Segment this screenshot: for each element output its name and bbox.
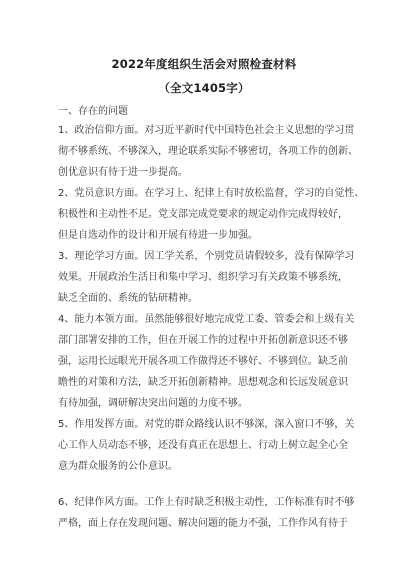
paragraph-line: 3、理论学习方面。因工学关系，个别党员请假较多，没有保障学习 bbox=[58, 251, 355, 262]
paragraph-discipline bbox=[58, 492, 358, 534]
paragraph-line: 部门部署安排的工作，但在开展工作的过程中开拓创新意识还不够 bbox=[58, 335, 348, 346]
document-subtitle: （全文1405字） bbox=[158, 81, 250, 95]
paragraph-capability bbox=[58, 309, 358, 414]
section-heading: 一、存在的问题 bbox=[58, 106, 128, 117]
document-title: 2022年度组织生活会对照检查材料 bbox=[111, 57, 297, 71]
paragraph-party-awareness bbox=[58, 183, 365, 246]
paragraph-line: 5、作用发挥方面。对党的群众路线认识不够深，深入窗口不够，关 bbox=[58, 419, 355, 430]
paragraph-political-belief bbox=[58, 120, 358, 183]
paragraph-line: 4、能力本领方面。虽然能够很好地完成党工委、管委会和上级有关 bbox=[58, 314, 355, 325]
paragraph-line: 严格，面上存在发现问题、解决问题的能力不强，工作作风有待于 bbox=[58, 518, 348, 529]
paragraph-theory-study bbox=[58, 246, 358, 309]
paragraph-line: 心工作人员动态不够，还没有真正在思想上、行动上树立起全心全 bbox=[58, 440, 348, 451]
paragraph-line: 意为群众服务的公仆意识。 bbox=[58, 461, 178, 472]
paragraph-line: 缺乏全面的、系统的钻研精神。 bbox=[58, 293, 198, 304]
paragraph-line: 但是自选动作的设计和开展有待进一步加强。 bbox=[58, 230, 258, 241]
paragraph-line: 彻不够系统、不够深入，理论联系实际不够密切，各项工作的创新、 bbox=[58, 146, 358, 157]
paragraph-line: 2、党员意识方面。在学习上、纪律上有时放松监督，学习的自觉性、 bbox=[58, 188, 365, 199]
paragraph-line: 有待加强，调研解决突出问题的力度不够。 bbox=[58, 398, 248, 409]
paragraph-line: 瞻性的对策和方法，缺乏开拓创新精神。思想观念和长远发展意识 bbox=[58, 377, 348, 388]
paragraph-line: 积极性和主动性不足。党支部完成党要求的规定动作完成得较好， bbox=[58, 209, 348, 220]
paragraph-line: 6、纪律作风方面。工作上有时缺乏积极主动性，工作标准有时不够 bbox=[58, 497, 355, 508]
paragraph-line: 效果。开展政治生活日和集中学习、组织学习有关政策不够系统， bbox=[58, 272, 348, 283]
paragraph-role bbox=[58, 414, 358, 477]
paragraph-line: 强，运用长远眼光开展各项工作做得还不够好、不够到位。缺乏前 bbox=[58, 356, 348, 367]
paragraph-line: 1、政治信仰方面。对习近平新时代中国特色社会主义思想的学习贯 bbox=[58, 125, 355, 136]
paragraph-line: 创优意识有待于进一步提高。 bbox=[58, 167, 188, 178]
